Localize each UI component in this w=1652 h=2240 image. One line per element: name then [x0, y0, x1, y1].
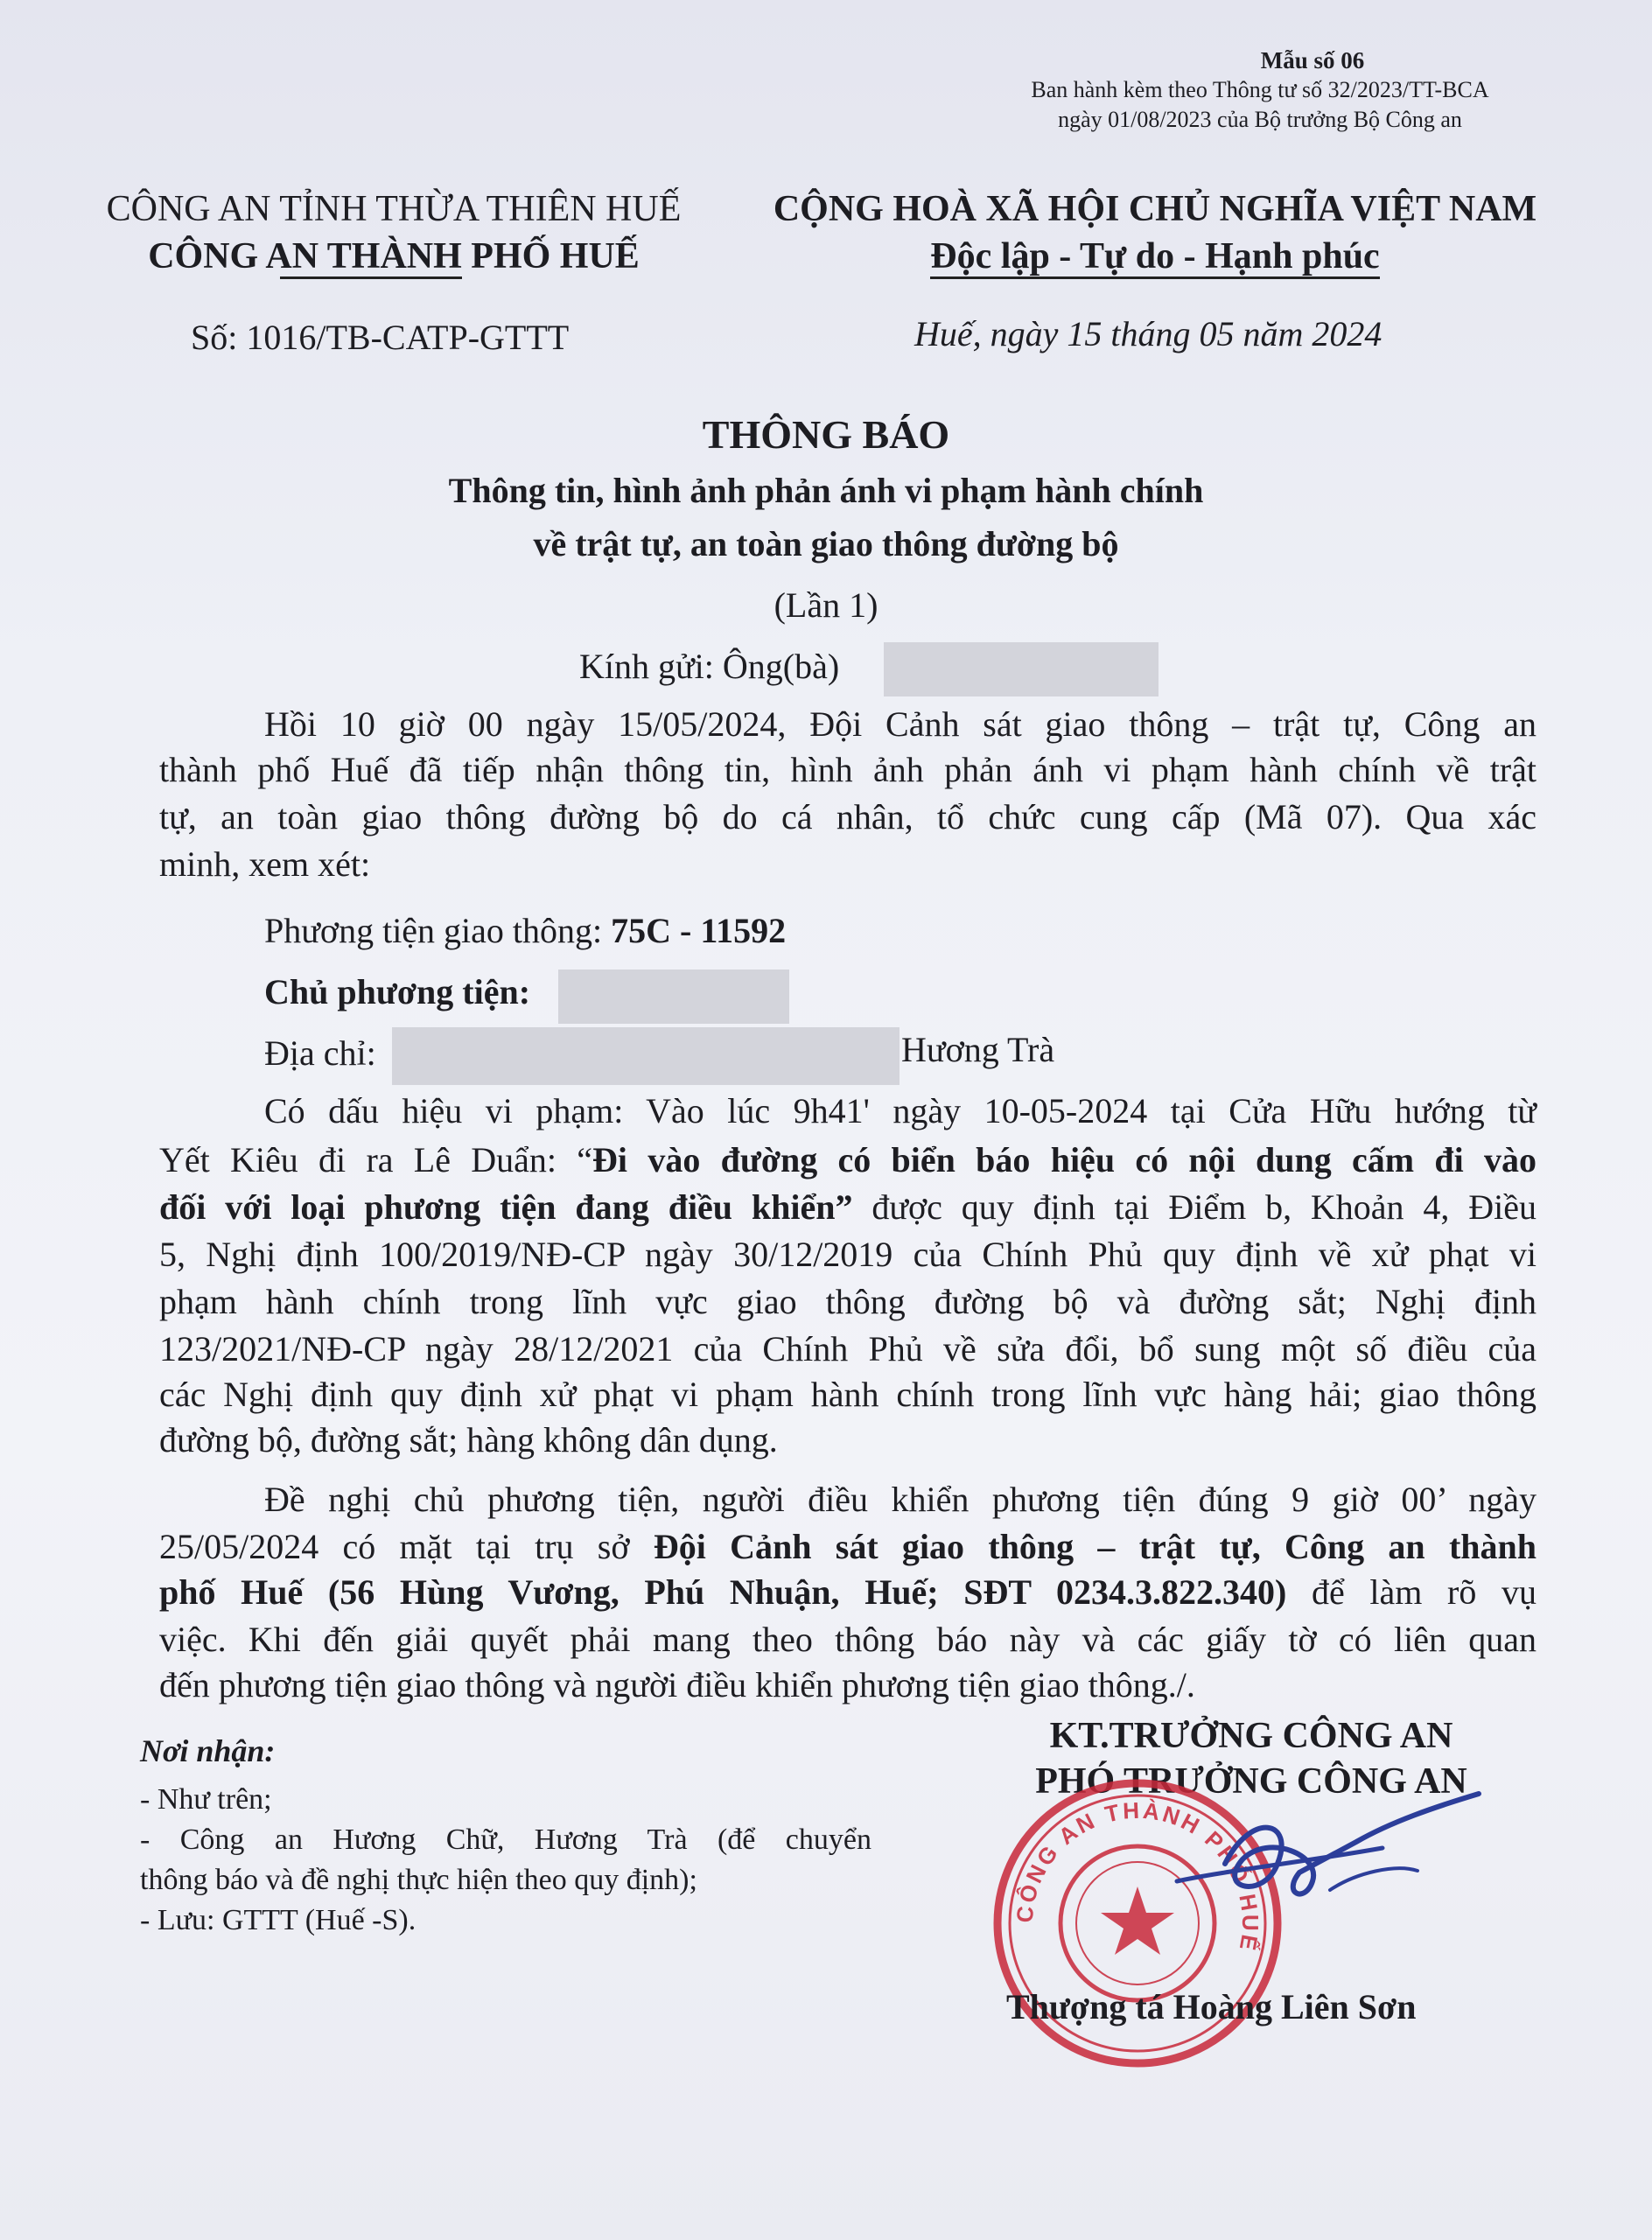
recipient-1: - Như trên;: [140, 1783, 272, 1816]
request-line-5: đến phương tiện giao thông và người điều khiển phương tiện giao thông./.: [159, 1665, 1195, 1704]
document-subtitle-1: Thông tin, hình ảnh phản ánh vi phạm hành chính: [448, 471, 1204, 510]
signer-name: Thượng tá Hoàng Liên Sơn: [1006, 1987, 1417, 2026]
violation-line-1: Có dấu hiệu vi phạm: Vào lúc 9h41' ngày 10-05-2024 tại Cửa Hữu hướng từ: [264, 1091, 1536, 1130]
vehicle-plate: 75C - 11592: [611, 911, 787, 950]
redacted-address: [392, 1027, 900, 1085]
form-reference: [962, 46, 1558, 135]
vehicle-line: [264, 910, 786, 951]
document-subtitle-2: về trật tự, an toàn giao thông đường bộ: [533, 524, 1119, 564]
owner-label: Chủ phương tiện:: [264, 972, 531, 1012]
redacted-owner-name: [558, 970, 789, 1024]
intro-line-3: tự, an toàn giao thông đường bộ do cá nhân, tổ chức cung cấp (Mã 07). Qua xác: [159, 797, 1536, 836]
request-line-3: phố Huế (56 Hùng Vương, Phú Nhuận, Huế; SĐT 0234.3.822.340) để làm rõ vụ: [159, 1572, 1536, 1612]
form-number: Mẫu số 06: [1260, 47, 1365, 74]
signature-title-1: KT.TRƯỞNG CÔNG AN: [1049, 1716, 1453, 1756]
intro-line-2: thành phố Huế đã tiếp nhận thông tin, hình ảnh phản ánh vi phạm hành chính về trật: [159, 750, 1536, 789]
address-district: Hương Trà: [901, 1030, 1055, 1069]
signature-title-2: PHÓ TRƯỞNG CÔNG AN: [1035, 1761, 1467, 1802]
country-name: CỘNG HOÀ XÃ HỘI CHỦ NGHĨA VIỆT NAM: [773, 189, 1537, 229]
intro-line-1: Hồi 10 giờ 00 ngày 15/05/2024, Đội Cảnh sát giao thông – trật tự, Công an: [264, 704, 1536, 744]
redacted-addressee-name: [884, 642, 1158, 696]
notice-occurrence: (Lần 1): [774, 585, 878, 625]
document-number: Số: 1016/TB-CATP-GTTT: [191, 318, 570, 357]
violation-line-6: 123/2021/NĐ-CP ngày 28/12/2021 của Chính Phủ về sửa đổi, bổ sung một số điều của: [159, 1329, 1536, 1368]
violation-line-5: phạm hành chính trong lĩnh vực giao thông đường bộ và đường sắt; Nghị định: [159, 1282, 1536, 1321]
document-title: THÔNG BÁO: [702, 412, 950, 457]
violation-line-3: đối với loại phương tiện đang điều khiển” được quy định tại Điểm b, Khoản 4, Điều: [159, 1187, 1536, 1227]
national-header: [752, 186, 1558, 280]
recipient-3: - Lưu: GTTT (Huế -S).: [140, 1904, 416, 1936]
issuing-agency: [79, 186, 709, 280]
agency-underline: [280, 276, 462, 279]
agency-city: CÔNG AN THÀNH PHỐ HUẾ: [148, 236, 640, 276]
document-date: Huế, ngày 15 tháng 05 năm 2024: [914, 314, 1382, 354]
request-line-1: Đề nghị chủ phương tiện, người điều khiển phương tiện đúng 9 giờ 00’ ngày: [264, 1480, 1536, 1519]
violation-line-4: 5, Nghị định 100/2019/NĐ-CP ngày 30/12/2019 của Chính Phủ quy định về xử phạt vi: [159, 1235, 1536, 1274]
vehicle-label: Phương tiện giao thông:: [264, 911, 612, 950]
violation-line-7: các Nghị định quy định xử phạt vi phạm hành chính trong lĩnh vực hàng hải; giao thông: [159, 1375, 1536, 1414]
intro-line-4: minh, xem xét:: [159, 844, 371, 884]
violation-line-8: đường bộ, đường sắt; hàng không dân dụng.: [159, 1420, 778, 1460]
agency-province: CÔNG AN TỈNH THỪA THIÊN HUẾ: [106, 189, 682, 229]
recipients-title: Nơi nhận:: [140, 1733, 276, 1768]
form-issued-line1: Ban hành kèm theo Thông tư số 32/2023/TT-BCA: [1031, 77, 1489, 102]
form-issued-line2: ngày 01/08/2023 của Bộ trưởng Bộ Công an: [1058, 107, 1462, 132]
national-motto: Độc lập - Tự do - Hạnh phúc: [930, 236, 1379, 279]
stamp-text: CÔNG AN THÀNH PHỐ HUẾ: [1011, 1796, 1264, 1956]
addressee-label: Kính gửi: Ông(bà): [579, 647, 840, 686]
recipient-2b: thông báo và đề nghị thực hiện theo quy định);: [140, 1864, 697, 1896]
request-line-2: 25/05/2024 có mặt tại trụ sở Đội Cảnh sát giao thông – trật tự, Công an thành: [159, 1527, 1537, 1566]
recipient-2a: - Công an Hương Chữ, Hương Trà (để chuyển: [140, 1824, 872, 1856]
violation-line-2: Yết Kiêu đi ra Lê Duẩn: “Đi vào đường có biển báo hiệu có nội dung cấm đi vào: [159, 1140, 1536, 1180]
address-label: Địa chỉ:: [264, 1033, 376, 1073]
request-line-4: việc. Khi đến giải quyết phải mang theo thông báo này và các giấy tờ có liên quan: [159, 1620, 1536, 1659]
handwritten-signature: [1094, 1759, 1505, 1925]
